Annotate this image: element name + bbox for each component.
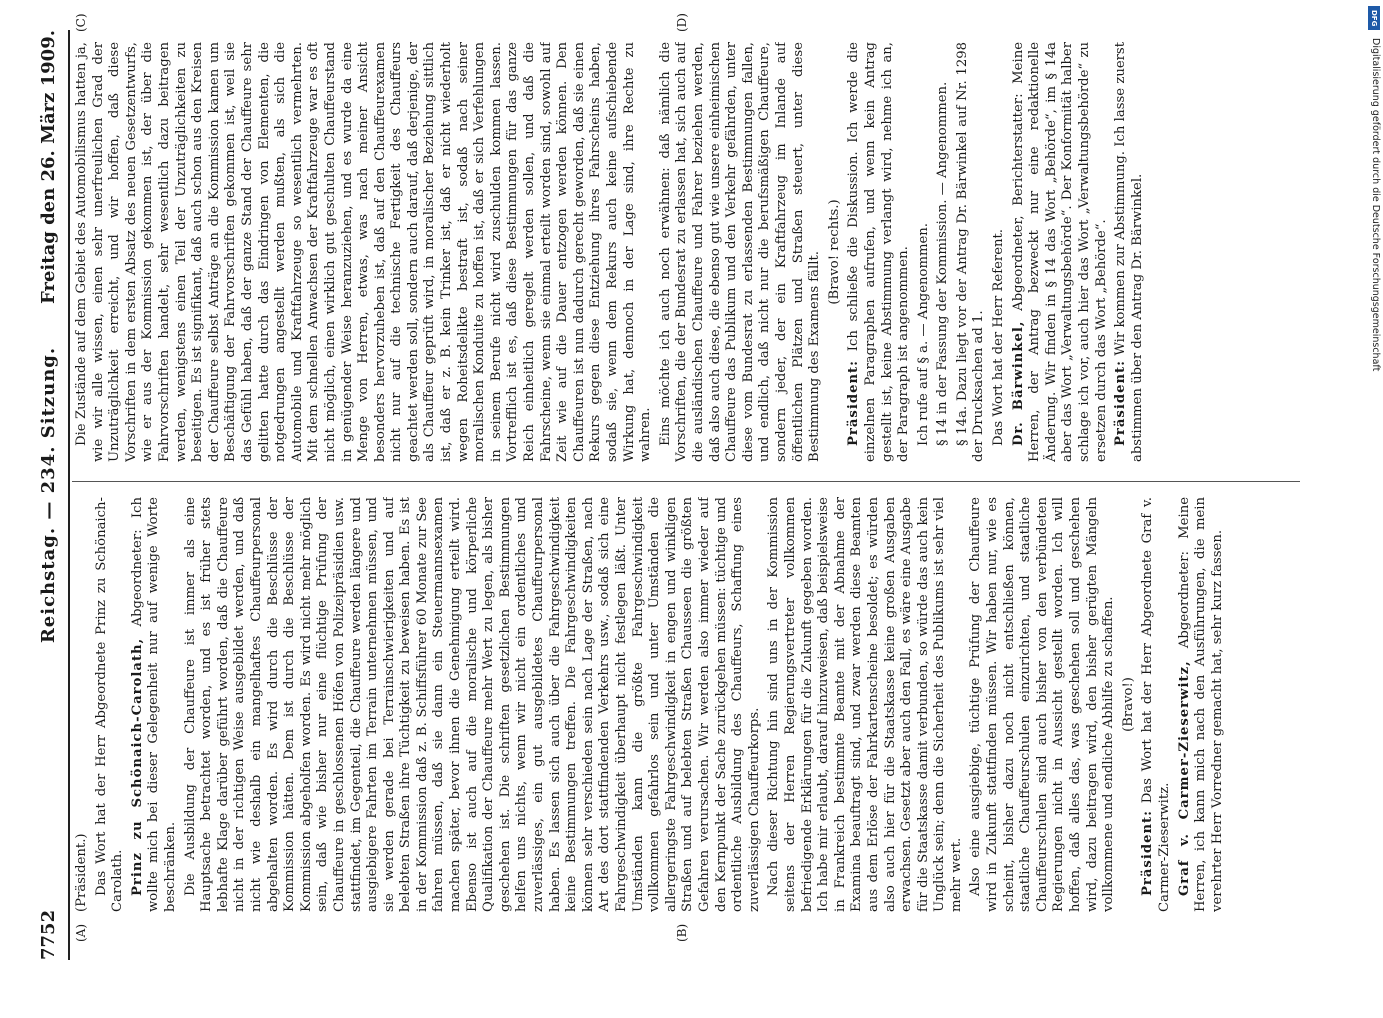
speaker-name: Prinz zu Schönaich-Carolath, <box>129 637 145 896</box>
paragraph <box>130 497 180 912</box>
paragraph <box>1140 497 1173 912</box>
speaker-name: Dr. Bärwinkel, <box>1010 320 1026 446</box>
speech-text: Abgeordneter: Meine Herren, ich kann mich nach den Ausführungen, die mein verehrter Herr Vorredner gemacht hat, sehr kurz fassen. <box>1176 497 1225 912</box>
paragraph: Nach dieser Richtung hin sind uns in der Kommission seitens der Herren Regierungsvertreter vollkommen befriedigende Erklärungen für die Zukunft gegeben worden. Ich habe mir erlaubt, darauf hinzuweisen, daß beispielsweise in Frankreich bestimmte Beamte mit der Abnahme der Examina beauftragt sind, und zwar werden diese Beamten aus dem Erlöse der Fahrkartenscheine besoldet; es würden also auch hier für die Staatskasse keine großen Ausgaben erwachsen. Gesetzt aber auch den Fall, es wäre eine Ausgabe für die Staatskasse damit verbunden, so würde das auch kein Unglück sein; denn die Sicherheit des Publikums ist sehr viel mehr wert. <box>766 497 964 912</box>
speaker-name: Präsident: <box>1113 359 1129 446</box>
paragraph <box>1011 42 1111 462</box>
digitization-credit <box>1367 8 1381 998</box>
speaker-name: Graf v. Carmer-Zieserwitz, <box>1176 660 1192 896</box>
paragraph: Das Wort hat der Herr Referent. <box>991 229 1007 446</box>
speaker-name: Präsident: <box>846 359 862 446</box>
session-title: Reichstag. — 234. Sitzung. <box>38 346 59 644</box>
speaker-name: Präsident: <box>1140 809 1156 896</box>
paragraph: Eins möchte ich auch noch erwähnen: daß nämlich die Vorschriften, die der Bundesrat zu erlassen hat, sich auch auf die ausländischen Chauffeure und Fahrer beziehen werden, daß also auch diese, die ebenso gut wie unsere einheimischen Chauffeure das Publikum und den Verkehr gefährden, unter diese vom Bundesrat zu erlassenden Bestimmungen fallen, und endlich, daß nicht nur die berufsmäßigen Chauffeure, sondern jeder, der ein Kraftfahrzeug im Inlande auf öffentlichen Plätzen und Straßen steuert, unter diese Bestimmung des Examens fällt. <box>657 42 823 462</box>
page-header <box>38 30 66 960</box>
paragraph: Also eine ausgiebige, tüchtige Prüfung der Chauffeure wird in Zukunft stattfinden müssen. Wir haben nur, wie es scheint, bisher dazu noch nicht entschließen können, staatliche Chauffeurschulen einzurichten, und staatliche Chauffeurschulen sind auch bisher von den verbündeten Regierungen nicht in Aussicht gestellt worden. Ich will hoffen, daß alles das, was geschehen soll und geschehen wird, dazu beitragen wird, den bisher gerügten Mängeln vollkommene und endliche Abhilfe zu schaffen. <box>968 497 1117 912</box>
page-number: 7752 <box>38 909 59 960</box>
paragraph: Ich rufe auf § a. — Angenommen. <box>915 223 931 446</box>
paragraph: Das Wort hat der Herr Abgeordnete Prinz zu Schönaich-Carolath. <box>93 497 126 912</box>
column-divider <box>72 481 1300 482</box>
dfg-logo-icon: DFG <box>1368 6 1380 30</box>
speech-text: Abgeordneter, Berichterstatter: Meine Herren, der Antrag bezweckt nur eine redaktionelle Änderung. Wir finden in § 14 das Wort „Behörde“, im § 14a aber das Wort „Verwaltungsbehörde“. Der Konformität halber schlage ich vor, auch hier das Wort „Verwaltungsbehörde“ zu ersetzen durch das Wort „Behörde“. <box>1010 42 1109 462</box>
paragraph: (Präsident.) <box>74 833 89 912</box>
paragraph <box>1177 497 1227 912</box>
speech-text: Das Wort hat der Herr Abgeordnete Graf v. Carmer-Zieserwitz. <box>1140 497 1172 912</box>
paragraph <box>846 42 912 462</box>
margin-mark-d: (D) <box>675 13 689 32</box>
paragraph <box>1113 42 1146 462</box>
paragraph: § 14 in der Fassung der Kommission. — Angenommen. <box>935 81 951 446</box>
margin-mark-b: (B) <box>675 923 689 942</box>
speech-text: Ich schließe die Diskussion. Ich werde die einzelnen Paragraphen aufrufen, und wenn kein Antrag gestellt ist, keine Abstimmung verlangt wird, nehme ich an, der Paragraph ist angenommen. <box>846 42 912 462</box>
session-date: Freitag den 26. März 1909. <box>38 30 59 304</box>
margin-mark-a: (A) <box>74 923 88 942</box>
credit-text: Digitalisierung gefördert durch die Deutsche Forschungsgemeinschaft <box>1370 38 1381 372</box>
margin-mark-c: (C) <box>74 13 88 32</box>
paragraph: § 14a. Dazu liegt vor der Antrag Dr. Bärwinkel auf Nr. 1298 der Drucksachen ad 1. <box>954 42 987 462</box>
header-rule <box>68 30 70 960</box>
right-column <box>74 42 1300 462</box>
paragraph: Die Ausbildung der Chauffeure ist immer als eine Hauptsache betrachtet worden, und es ist früher stets lebhafte Klage darüber geführt worden, daß die Chauffeure nicht in der richtigen Weise ausgebildet werden, und daß nicht wie deshalb ein mangelhaftes Chauffeurpersonal abgehalten worden. Es wird durch die Beschlüsse der Kommission hätten. Dem ist durch die Beschlüsse der Kommission abgeholfen worden. Es wird nicht mehr möglich sein, daß wie bisher nur eine flüchtige Prüfung der Chauffeure in geschlossenen Höfen von Polizeipräsidien usw. stattfindet, im Gegenteil, die Chauffeure werden längere und ausgiebigere Fahrten im Terrain unternehmen müssen, und sie werden gerade bei Terrainschwierigkeiten und auf belebten Straßen ihre Tüchtigkeit zu beweisen haben. Es ist in der Kommission daß z. B. Schiffsführer 60 Monate zur See fahren müssen, daß sie dann ein Steuermannsexamen machen später, bevor ihnen die Genehmigung erteilt wird. Ebenso ist auch auf die moralische und körperliche Qualifikation der Chauffeure mehr Wert zu legen, als bisher geschehen ist. Die schriften gesetzlichen Bestimmungen helfen uns nichts, wenn wir nicht ein ordentliches und zuverlässiges, ein gut ausgebildetes Chauffeurpersonal haben. Es lassen sich auch über die Fahrgeschwindigkeit keine Bestimmungen treffen. Die Fahrgeschwindigkeiten können sehr verschieden sein nach Lage der Straßen, nach Art des dort stattfindenden Verkehrs usw., sodaß sich eine Fahrgeschwindigkeit überhaupt nicht festlegen läßt. Unter Umständen kann die größte Fahrgeschwindigkeit vollkommen gefahrlos sein und unter Umständen die allergeringste Fahrgeschwindigkeit in engen und winkligen Straßen und auf belebten Straßen Chausseen die größten Gefahren verursachen. Wir werden also immer wieder auf den Kernpunkt der Sache zurückgehen müssen: tüchtige und ordentliche Ausbildung des Chauffeurs, Schaffung eines zuverlässigen Chauffeurkorps. <box>182 497 762 912</box>
interjection: (Bravo!) <box>1120 677 1136 732</box>
speech-text: Abgeordneter: Ich wollte mich bei dieser Gelegenheit nur auf wenige Worte beschränken. <box>129 497 178 912</box>
left-column <box>74 497 1300 912</box>
paragraph: Die Zustände auf dem Gebiet des Automobilismus hatten ja, wie wir alle wissen, einen sehr unerfreulichen Grad der Unzuträglichkeit erreicht, und wir hoffen, daß diese Vorschriften in dem ersten Absatz des neuen Gesetzentwurfs, wie er aus der Kommission gekommen ist, der über die Fahrvorschriften handelt, sehr wesentlich dazu beitragen werden, wenigstens einen Teil der Unzuträglichkeiten zu beseitigen. Es ist signifikant, daß auch schon aus den Kreisen der Chauffeure selbst Anträge an die Kommission kamen um Beschäftigung der Fahrvorschriften gekommen ist, weil sie das Gefühl haben, daß der ganze Stand der Chauffeure sehr gelitten hatte durch das Eindringen von Elementen, die notgedrungen angestellt werden mußten, als sich die Automobile und Kraftfahrzeuge so wesentlich vermehrten. Mit dem schnellen Anwachsen der Kraftfahrzeuge war es oft nicht möglich, einen wirklich gut geschulten Chauffeurstand in genügender Weise heranzuziehen, und es wurde da eine Menge von Herren, etwas, was nach meiner Ansicht besonders hervorzuheben ist, daß auf den Chauffeurexamen nicht nur auf die technische Fertigkeit des Chauffeurs geachtet werden soll, sondern auch darauf, daß derjenige, der als Chauffeur geprüft wird, in moralischer Beziehung sittlich ist, daß er z. B. kein Trinker ist, daß er nicht wiederholt wegen Roheitsdelikte bestraft ist, sodaß nach seiner moralischen Konduite zu hoffen ist, daß er sich Verfehlungen in seinem Berufe nicht wird zuschulden kommen lassen. Vortrefflich ist es, daß diese Bestimmungen für das ganze Reich einheitlich geregelt werden sollen, und daß die Fahrscheine, wenn sie einmal erteilt worden sind, sowohl auf Zeit wie auf die Dauer entzogen werden können. Den Chauffeuren ist nun dadurch gerecht geworden, daß sie einen Rekurs gegen diese Entziehung ihres Fahrscheins haben, sodaß sie, wenn dem Rekurs auch keine aufschiebende Wirkung hat, dennoch in der Lage sind, ihre Rechte zu wahren. <box>74 42 654 462</box>
speech-text: Wir kommen zur Abstimmung. Ich lasse zuerst abstimmen über den Antrag Dr. Bärwinkel. <box>1113 42 1145 462</box>
interjection: (Bravo! rechts.) <box>826 199 842 305</box>
